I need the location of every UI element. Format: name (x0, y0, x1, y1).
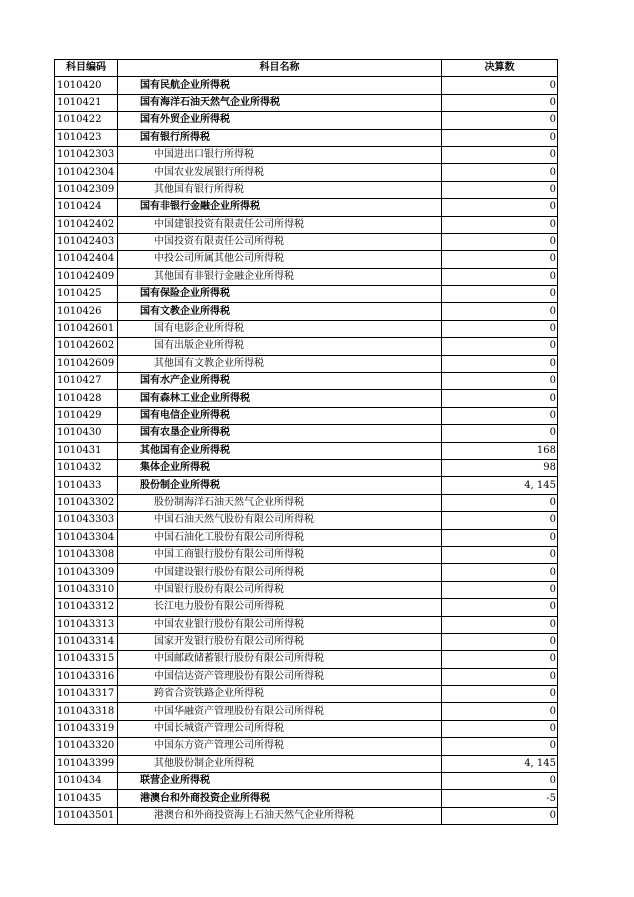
amount-cell: 0 (442, 807, 558, 824)
table-row (55, 146, 558, 163)
name-cell: 长江电力股份有限公司所得税 (118, 599, 442, 616)
name-cell: 中国工商银行股份有限公司所得税 (118, 546, 442, 563)
table-row (55, 807, 558, 824)
code-cell: 101042403 (55, 233, 118, 250)
code-cell: 101043317 (55, 686, 118, 703)
table-row (55, 425, 558, 442)
name-cell: 跨省合资铁路企业所得税 (118, 686, 442, 703)
amount-cell: 0 (442, 720, 558, 737)
name-cell: 中国石油化工股份有限公司所得税 (118, 529, 442, 546)
code-cell: 1010435 (55, 790, 118, 807)
table-row (55, 616, 558, 633)
table-row (55, 442, 558, 459)
name-cell: 股份制企业所得税 (118, 477, 442, 494)
name-cell: 中国华融资产管理股份有限公司所得税 (118, 703, 442, 720)
amount-cell: 0 (442, 286, 558, 303)
table-row (55, 338, 558, 355)
table-row (55, 216, 558, 233)
table-row (55, 268, 558, 285)
name-cell: 中国农业发展银行所得税 (118, 164, 442, 181)
amount-cell: 0 (442, 703, 558, 720)
code-cell: 1010426 (55, 303, 118, 320)
name-cell: 中国建设银行股份有限公司所得税 (118, 564, 442, 581)
name-cell: 其他国有企业所得税 (118, 442, 442, 459)
table-row (55, 129, 558, 146)
table-row (55, 77, 558, 94)
amount-cell: 0 (442, 146, 558, 163)
name-cell: 其他股份制企业所得税 (118, 755, 442, 772)
amount-cell: 0 (442, 94, 558, 111)
name-cell: 联营企业所得税 (118, 773, 442, 790)
table-row (55, 651, 558, 668)
amount-cell: 0 (442, 407, 558, 424)
table-row (55, 790, 558, 807)
code-cell: 1010423 (55, 129, 118, 146)
amount-cell: 0 (442, 529, 558, 546)
amount-cell: 0 (442, 164, 558, 181)
code-cell: 101043314 (55, 633, 118, 650)
table-row (55, 599, 558, 616)
amount-cell: 0 (442, 338, 558, 355)
name-cell: 国有海洋石油天然气企业所得税 (118, 94, 442, 111)
amount-cell: -5 (442, 790, 558, 807)
amount-cell: 0 (442, 181, 558, 198)
amount-cell: 0 (442, 390, 558, 407)
name-cell: 其他国有非银行金融企业所得税 (118, 268, 442, 285)
name-cell: 港澳台和外商投资海上石油天然气企业所得税 (118, 807, 442, 824)
name-cell: 国有保险企业所得税 (118, 286, 442, 303)
name-cell: 其他国有文教企业所得税 (118, 355, 442, 372)
name-cell: 中国石油天然气股份有限公司所得税 (118, 512, 442, 529)
code-cell: 101043304 (55, 529, 118, 546)
code-cell: 101043320 (55, 738, 118, 755)
table-row (55, 633, 558, 650)
amount-cell: 0 (442, 112, 558, 129)
name-cell: 中投公司所属其他公司所得税 (118, 251, 442, 268)
amount-cell: 0 (442, 355, 558, 372)
name-cell: 国有非银行金融企业所得税 (118, 199, 442, 216)
name-cell: 国有电影企业所得税 (118, 320, 442, 337)
code-cell: 1010420 (55, 77, 118, 94)
amount-cell: 0 (442, 233, 558, 250)
header-name: 科目名称 (118, 60, 442, 77)
code-cell: 101042609 (55, 355, 118, 372)
amount-cell: 0 (442, 373, 558, 390)
table-row (55, 373, 558, 390)
amount-cell: 4, 145 (442, 477, 558, 494)
code-cell: 101042409 (55, 268, 118, 285)
code-cell: 101042303 (55, 146, 118, 163)
amount-cell: 0 (442, 425, 558, 442)
code-cell: 1010432 (55, 459, 118, 476)
code-cell: 1010422 (55, 112, 118, 129)
name-cell: 中国农业银行股份有限公司所得税 (118, 616, 442, 633)
table-row (55, 251, 558, 268)
name-cell: 国有文教企业所得税 (118, 303, 442, 320)
name-cell: 国有出版企业所得税 (118, 338, 442, 355)
table-row (55, 512, 558, 529)
table-row (55, 390, 558, 407)
code-cell: 1010431 (55, 442, 118, 459)
amount-cell: 0 (442, 773, 558, 790)
name-cell: 集体企业所得税 (118, 459, 442, 476)
amount-cell: 0 (442, 668, 558, 685)
amount-cell: 0 (442, 633, 558, 650)
code-cell: 1010425 (55, 286, 118, 303)
table-row (55, 286, 558, 303)
table-row (55, 112, 558, 129)
table-row (55, 738, 558, 755)
amount-cell: 0 (442, 494, 558, 511)
table-row (55, 546, 558, 563)
table-row (55, 181, 558, 198)
table-row (55, 94, 558, 111)
table-row (55, 407, 558, 424)
amount-cell: 0 (442, 268, 558, 285)
code-cell: 101043318 (55, 703, 118, 720)
amount-cell: 0 (442, 616, 558, 633)
name-cell: 港澳台和外商投资企业所得税 (118, 790, 442, 807)
amount-cell: 0 (442, 199, 558, 216)
name-cell: 中国邮政储蓄银行股份有限公司所得税 (118, 651, 442, 668)
table-row (55, 199, 558, 216)
code-cell: 101043309 (55, 564, 118, 581)
table-row (55, 233, 558, 250)
code-cell: 1010427 (55, 373, 118, 390)
code-cell: 101043501 (55, 807, 118, 824)
name-cell: 股份制海洋石油天然气企业所得税 (118, 494, 442, 511)
amount-cell: 0 (442, 686, 558, 703)
budget-table (54, 59, 558, 825)
amount-cell: 0 (442, 512, 558, 529)
amount-cell: 0 (442, 738, 558, 755)
name-cell: 中国银行股份有限公司所得税 (118, 581, 442, 598)
table-row (55, 164, 558, 181)
code-cell: 101042402 (55, 216, 118, 233)
name-cell: 国有农垦企业所得税 (118, 425, 442, 442)
name-cell: 国有银行所得税 (118, 129, 442, 146)
name-cell: 其他国有银行所得税 (118, 181, 442, 198)
table-row (55, 668, 558, 685)
table-row (55, 703, 558, 720)
table-header-row (55, 60, 558, 77)
name-cell: 国有外贸企业所得税 (118, 112, 442, 129)
amount-cell: 0 (442, 77, 558, 94)
table-row (55, 459, 558, 476)
name-cell: 中国东方资产管理公司所得税 (118, 738, 442, 755)
code-cell: 101043399 (55, 755, 118, 772)
amount-cell: 0 (442, 546, 558, 563)
name-cell: 国家开发银行股份有限公司所得税 (118, 633, 442, 650)
amount-cell: 0 (442, 251, 558, 268)
amount-cell: 0 (442, 216, 558, 233)
name-cell: 中国建银投资有限责任公司所得税 (118, 216, 442, 233)
table-row (55, 320, 558, 337)
code-cell: 101042309 (55, 181, 118, 198)
code-cell: 101043310 (55, 581, 118, 598)
code-cell: 101042304 (55, 164, 118, 181)
amount-cell: 168 (442, 442, 558, 459)
table-row (55, 720, 558, 737)
code-cell: 1010424 (55, 199, 118, 216)
code-cell: 1010433 (55, 477, 118, 494)
name-cell: 国有民航企业所得税 (118, 77, 442, 94)
name-cell: 国有森林工业企业所得税 (118, 390, 442, 407)
table-row (55, 755, 558, 772)
table-row (55, 303, 558, 320)
name-cell: 国有水产企业所得税 (118, 373, 442, 390)
table-row (55, 494, 558, 511)
header-amount: 决算数 (442, 60, 558, 77)
code-cell: 101043308 (55, 546, 118, 563)
name-cell: 中国进出口银行所得税 (118, 146, 442, 163)
amount-cell: 0 (442, 651, 558, 668)
amount-cell: 0 (442, 599, 558, 616)
code-cell: 1010421 (55, 94, 118, 111)
amount-cell: 0 (442, 564, 558, 581)
table-row (55, 477, 558, 494)
code-cell: 1010429 (55, 407, 118, 424)
code-cell: 101042404 (55, 251, 118, 268)
code-cell: 1010430 (55, 425, 118, 442)
name-cell: 中国长城资产管理公司所得税 (118, 720, 442, 737)
code-cell: 101043312 (55, 599, 118, 616)
amount-cell: 0 (442, 320, 558, 337)
table-row (55, 773, 558, 790)
code-cell: 101043302 (55, 494, 118, 511)
code-cell: 101043319 (55, 720, 118, 737)
code-cell: 101042602 (55, 338, 118, 355)
name-cell: 中国投资有限责任公司所得税 (118, 233, 442, 250)
amount-cell: 98 (442, 459, 558, 476)
amount-cell: 0 (442, 303, 558, 320)
table-row (55, 355, 558, 372)
name-cell: 国有电信企业所得税 (118, 407, 442, 424)
code-cell: 101043313 (55, 616, 118, 633)
code-cell: 1010434 (55, 773, 118, 790)
table-row (55, 581, 558, 598)
table-row (55, 529, 558, 546)
amount-cell: 0 (442, 129, 558, 146)
code-cell: 101043316 (55, 668, 118, 685)
table-row (55, 686, 558, 703)
amount-cell: 0 (442, 581, 558, 598)
code-cell: 101043303 (55, 512, 118, 529)
code-cell: 101042601 (55, 320, 118, 337)
code-cell: 1010428 (55, 390, 118, 407)
table-row (55, 564, 558, 581)
code-cell: 101043315 (55, 651, 118, 668)
header-code: 科目编码 (55, 60, 118, 77)
amount-cell: 4, 145 (442, 755, 558, 772)
name-cell: 中国信达资产管理股份有限公司所得税 (118, 668, 442, 685)
